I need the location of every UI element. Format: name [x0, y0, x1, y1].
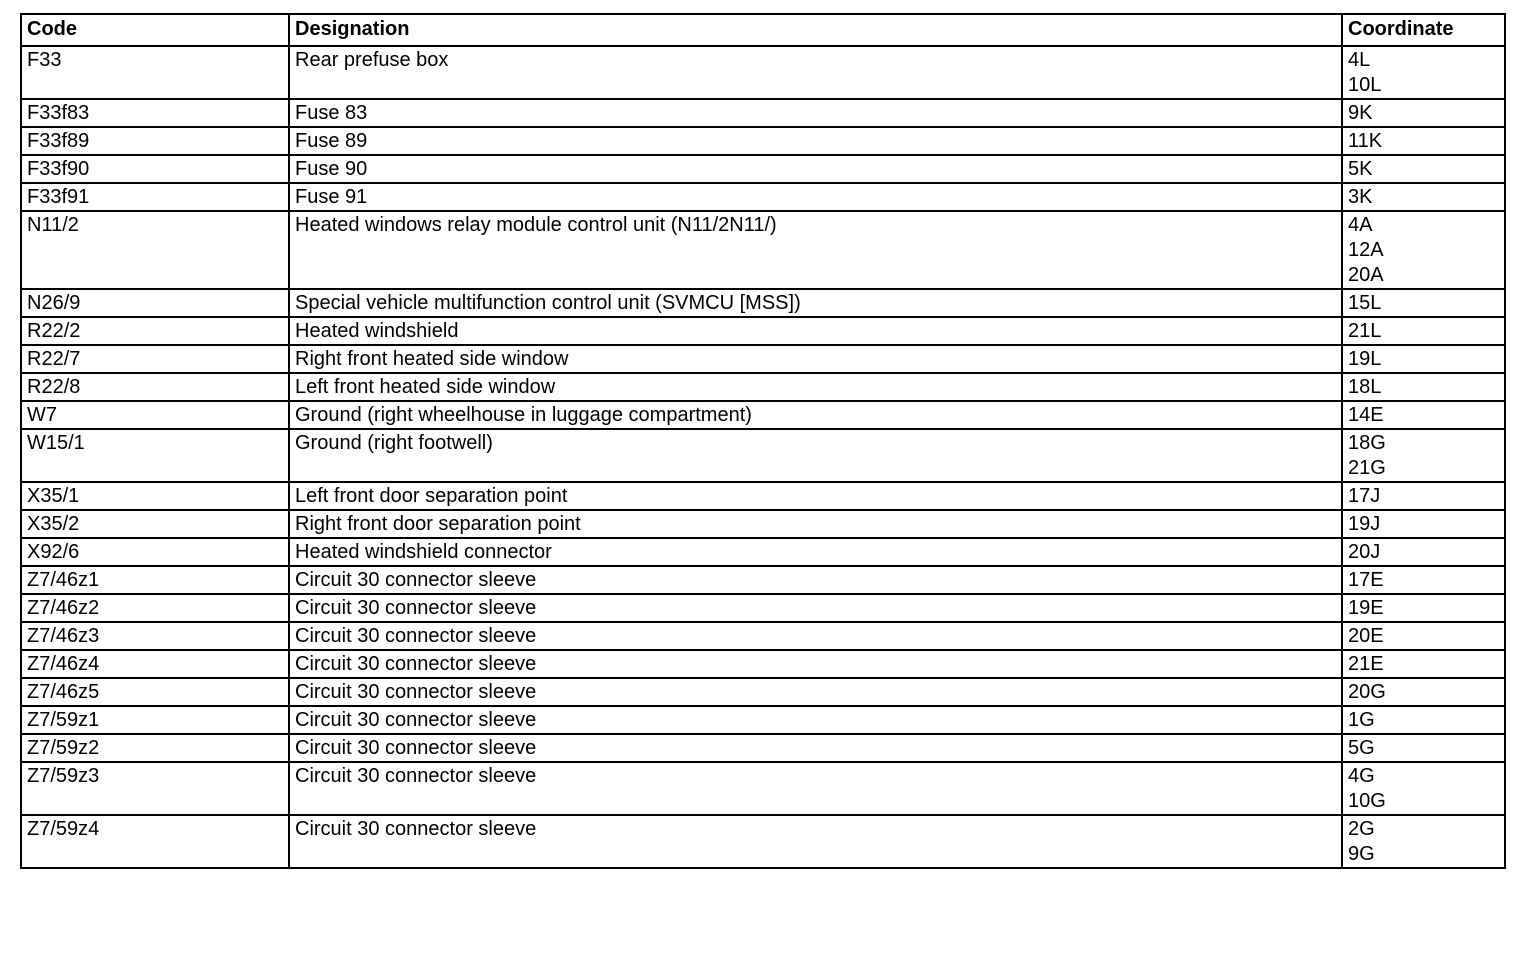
cell-coordinate	[1342, 566, 1505, 594]
cell-code: Z7/46z4	[21, 650, 289, 678]
coordinate-value: 4A	[1348, 214, 1373, 236]
cell-code: R22/2	[21, 317, 289, 345]
cell-designation: Right front door separation point	[289, 510, 1342, 538]
coordinate-value: 5K	[1348, 158, 1373, 180]
coordinate-value: 17J	[1348, 485, 1381, 507]
cell-code: F33f89	[21, 127, 289, 155]
cell-code: Z7/46z5	[21, 678, 289, 706]
coordinate-value: 17E	[1348, 569, 1384, 591]
cell-code: Z7/46z1	[21, 566, 289, 594]
table-row	[21, 762, 1505, 815]
cell-coordinate	[1342, 155, 1505, 183]
coordinate-value: 9K	[1348, 102, 1373, 124]
coordinate-value: 20J	[1348, 541, 1381, 563]
table-row	[21, 622, 1505, 650]
cell-code: X92/6	[21, 538, 289, 566]
cell-designation: Circuit 30 connector sleeve	[289, 566, 1342, 594]
table-row	[21, 317, 1505, 345]
cell-designation: Right front heated side window	[289, 345, 1342, 373]
table-body	[21, 46, 1505, 868]
table-row	[21, 566, 1505, 594]
coordinate-value: 2G	[1348, 818, 1375, 840]
coordinate-value: 5G	[1348, 737, 1375, 759]
table-header-row	[21, 14, 1505, 46]
coordinate-value: 15L	[1348, 292, 1382, 314]
cell-designation: Circuit 30 connector sleeve	[289, 678, 1342, 706]
cell-designation: Fuse 91	[289, 183, 1342, 211]
cell-code: X35/2	[21, 510, 289, 538]
cell-designation: Ground (right footwell)	[289, 429, 1342, 482]
cell-code: W15/1	[21, 429, 289, 482]
cell-coordinate	[1342, 706, 1505, 734]
table-row	[21, 46, 1505, 99]
cell-designation: Heated windshield connector	[289, 538, 1342, 566]
coordinate-value: 19L	[1348, 348, 1382, 370]
cell-designation: Fuse 83	[289, 99, 1342, 127]
coordinate-value: 4G	[1348, 765, 1375, 787]
cell-coordinate	[1342, 317, 1505, 345]
cell-code: N11/2	[21, 211, 289, 289]
coordinate-value: 9G	[1348, 843, 1375, 865]
cell-designation: Circuit 30 connector sleeve	[289, 622, 1342, 650]
table-row	[21, 815, 1505, 868]
cell-code: Z7/59z4	[21, 815, 289, 868]
cell-code: W7	[21, 401, 289, 429]
cell-code: R22/7	[21, 345, 289, 373]
cell-coordinate	[1342, 678, 1505, 706]
cell-coordinate	[1342, 211, 1505, 289]
cell-coordinate	[1342, 538, 1505, 566]
cell-coordinate	[1342, 183, 1505, 211]
cell-coordinate	[1342, 734, 1505, 762]
cell-designation: Heated windows relay module control unit (N11/2N11/)	[289, 211, 1342, 289]
cell-code: R22/8	[21, 373, 289, 401]
cell-designation: Circuit 30 connector sleeve	[289, 650, 1342, 678]
cell-coordinate	[1342, 510, 1505, 538]
cell-coordinate	[1342, 650, 1505, 678]
cell-coordinate	[1342, 345, 1505, 373]
cell-coordinate	[1342, 127, 1505, 155]
cell-coordinate	[1342, 429, 1505, 482]
table-row	[21, 373, 1505, 401]
cell-designation: Circuit 30 connector sleeve	[289, 734, 1342, 762]
cell-code: F33f91	[21, 183, 289, 211]
cell-coordinate	[1342, 46, 1505, 99]
table-row	[21, 429, 1505, 482]
cell-code: Z7/46z2	[21, 594, 289, 622]
cell-designation: Circuit 30 connector sleeve	[289, 706, 1342, 734]
coordinate-value: 19J	[1348, 513, 1381, 535]
header-coordinate: Coordinate	[1342, 14, 1505, 46]
coordinate-value: 20A	[1348, 264, 1384, 286]
cell-code: N26/9	[21, 289, 289, 317]
table-row	[21, 594, 1505, 622]
coordinate-value: 19E	[1348, 597, 1384, 619]
table-row	[21, 289, 1505, 317]
table-row	[21, 482, 1505, 510]
coordinate-value: 3K	[1348, 186, 1373, 208]
cell-coordinate	[1342, 373, 1505, 401]
cell-designation: Circuit 30 connector sleeve	[289, 594, 1342, 622]
cell-coordinate	[1342, 762, 1505, 815]
cell-code: Z7/46z3	[21, 622, 289, 650]
coordinate-value: 4L	[1348, 49, 1371, 71]
cell-code: X35/1	[21, 482, 289, 510]
coordinate-value: 20E	[1348, 625, 1384, 647]
coordinate-value: 21E	[1348, 653, 1384, 675]
coordinate-value: 11K	[1348, 130, 1383, 152]
table-row	[21, 734, 1505, 762]
table-row	[21, 510, 1505, 538]
coordinate-value: 21G	[1348, 457, 1386, 479]
coordinate-value: 14E	[1348, 404, 1384, 426]
header-code: Code	[21, 14, 289, 46]
table-row	[21, 401, 1505, 429]
cell-designation: Ground (right wheelhouse in luggage compartment)	[289, 401, 1342, 429]
cell-coordinate	[1342, 99, 1505, 127]
cell-designation: Left front door separation point	[289, 482, 1342, 510]
cell-designation: Fuse 90	[289, 155, 1342, 183]
table-row	[21, 345, 1505, 373]
cell-designation: Heated windshield	[289, 317, 1342, 345]
coordinate-value: 20G	[1348, 681, 1386, 703]
cell-designation: Fuse 89	[289, 127, 1342, 155]
cell-code: F33f90	[21, 155, 289, 183]
coordinate-value: 10L	[1348, 74, 1382, 96]
cell-coordinate	[1342, 594, 1505, 622]
coordinate-value: 18G	[1348, 432, 1386, 454]
cell-coordinate	[1342, 401, 1505, 429]
table-row	[21, 155, 1505, 183]
coordinate-value: 10G	[1348, 790, 1386, 812]
coordinate-value: 21L	[1348, 320, 1382, 342]
cell-designation: Rear prefuse box	[289, 46, 1342, 99]
header-designation: Designation	[289, 14, 1342, 46]
coordinate-value: 12A	[1348, 239, 1384, 261]
table-row	[21, 706, 1505, 734]
cell-designation: Left front heated side window	[289, 373, 1342, 401]
table-row	[21, 127, 1505, 155]
table-row	[21, 211, 1505, 289]
table-row	[21, 678, 1505, 706]
component-legend-table	[20, 13, 1506, 869]
coordinate-value: 1G	[1348, 709, 1375, 731]
cell-code: Z7/59z1	[21, 706, 289, 734]
table-row	[21, 538, 1505, 566]
cell-designation: Special vehicle multifunction control unit (SVMCU [MSS])	[289, 289, 1342, 317]
cell-coordinate	[1342, 289, 1505, 317]
cell-code: Z7/59z3	[21, 762, 289, 815]
cell-coordinate	[1342, 482, 1505, 510]
table-row	[21, 650, 1505, 678]
cell-code: Z7/59z2	[21, 734, 289, 762]
table-row	[21, 99, 1505, 127]
cell-designation: Circuit 30 connector sleeve	[289, 762, 1342, 815]
cell-designation: Circuit 30 connector sleeve	[289, 815, 1342, 868]
cell-coordinate	[1342, 622, 1505, 650]
cell-code: F33	[21, 46, 289, 99]
cell-code: F33f83	[21, 99, 289, 127]
coordinate-value: 18L	[1348, 376, 1382, 398]
cell-coordinate	[1342, 815, 1505, 868]
table-row	[21, 183, 1505, 211]
